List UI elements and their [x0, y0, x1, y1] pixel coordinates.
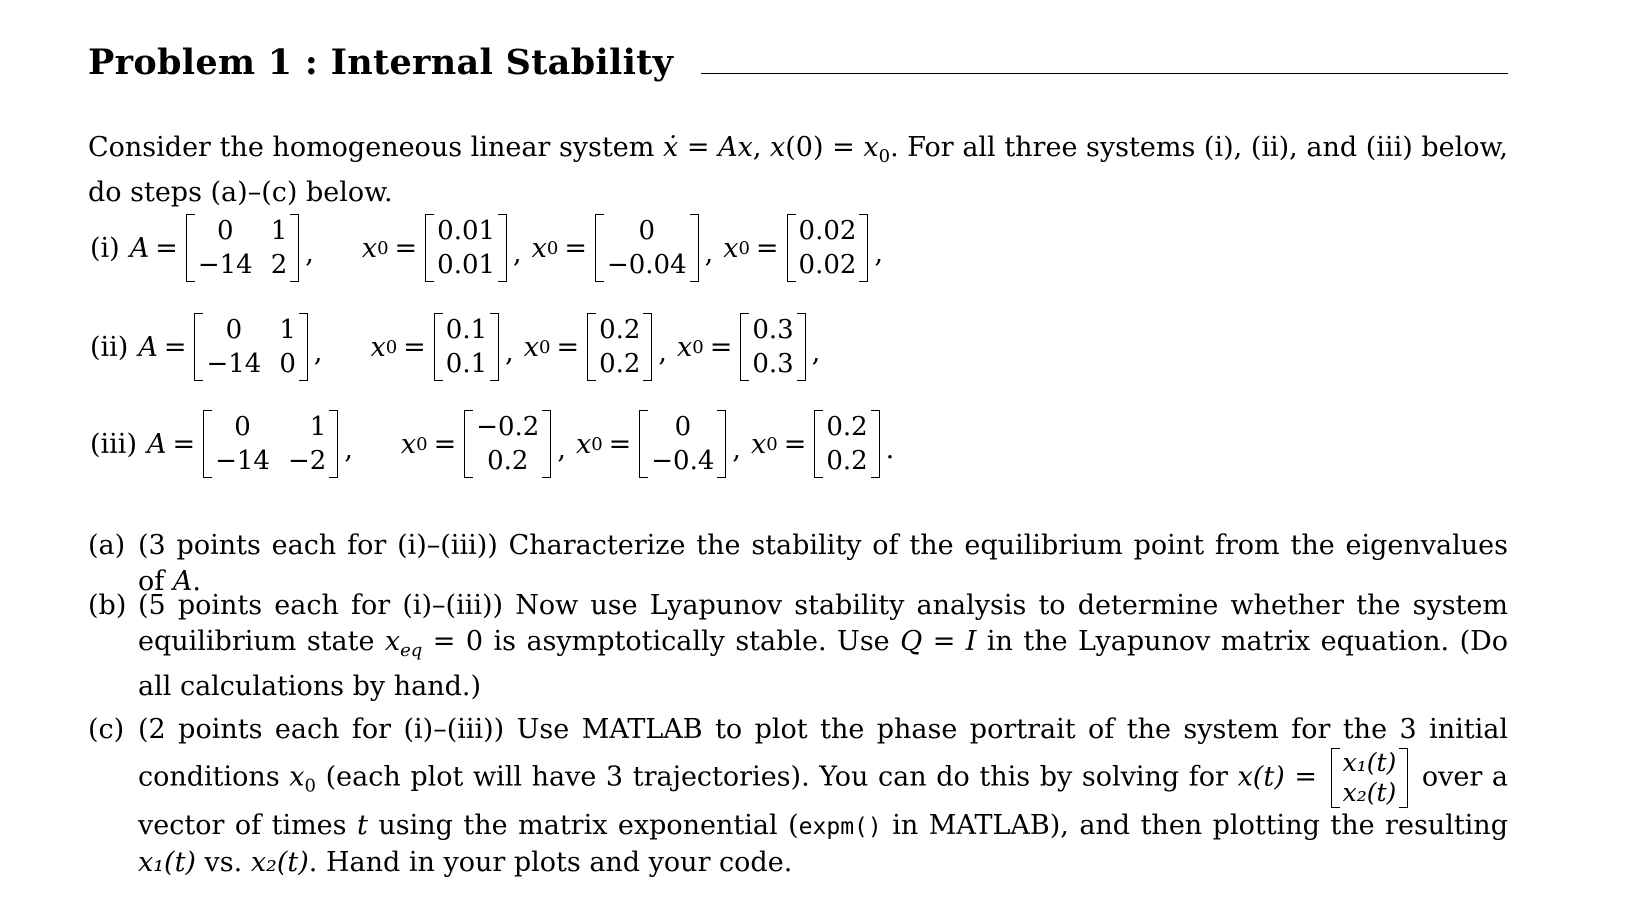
matrix-a: 0 1 −14 0: [194, 313, 307, 381]
x0-vector-2: 0 −0.4: [639, 410, 726, 478]
item-label: (b): [88, 590, 127, 621]
matlab-code-expm: expm(): [798, 814, 882, 840]
intro-ax: Ax: [718, 132, 753, 163]
intro-x0-sub: 0: [878, 146, 891, 167]
system-row-i: (i) A = 0 1 −14 2 , x 0 = 0.01 0.01 , x 0 = 0 −0.04 , x 0 = 0.02 0.02 ,: [90, 216, 884, 280]
system-row-iii: (iii) A = 0 1 −14 −2 , x 0 = −0.2 0.2 , x 0 = 0 −0.4 , x 0 = 0.2 0.2 .: [90, 412, 895, 476]
item-label: (a): [88, 530, 126, 561]
x0-symbol: x: [361, 232, 378, 264]
matrix-symbol-a: A: [129, 232, 150, 264]
system-label: (iii): [90, 428, 137, 460]
heading-rule: [701, 73, 1508, 74]
system-row-ii: (ii) A = 0 1 −14 0 , x 0 = 0.1 0.1 , x 0 = 0.2 0.2 , x 0 = 0.3 0.3 ,: [90, 315, 821, 379]
intro-x-call-arg: (0) =: [785, 132, 864, 163]
item-c: (c) (2 points each for (i)–(iii)) Use MATLAB to plot the phase portrait of the system for the 3 initial conditions $x_0$ (each plot will have 3 trajectories). You can do this by solving for x(t) = x₁(t) x₂(t) over a vector of times t using the matrix exponential (expm() in MATLAB), and then plotting the resulting x₁(t) vs. x₂(t). Hand in your plots and your code.: [88, 714, 1509, 878]
matrix-symbol-a: A: [138, 331, 158, 363]
x0-vector-3: 0.02 0.02: [787, 214, 869, 282]
intro-x-call: x: [770, 132, 786, 163]
system-label: (i): [90, 232, 120, 264]
intro-xdot: ẋ: [662, 132, 679, 163]
intro-paragraph: [88, 130, 1508, 211]
intro-x0: x: [863, 132, 879, 163]
item-a: (a) (3 points each for (i)–(iii)) Characterize the stability of the equilibrium point from the eigenvalues of A.: [88, 530, 1508, 597]
intro-eq: =: [678, 132, 719, 163]
intro-text-1: Consider the homogeneous linear system: [88, 132, 663, 163]
matrix-symbol-a: A: [146, 428, 167, 460]
problem-title: Problem 1 : Internal Stability: [88, 42, 674, 83]
system-label: (ii): [90, 331, 129, 363]
matrix-a: 0 1 −14 2: [186, 214, 299, 282]
intro-text-3: . For all three systems (i), (ii), and (iii) below, do steps (a)–(c) below.: [88, 132, 1508, 208]
x0-vector-3: 0.3 0.3: [740, 313, 805, 381]
equals-sign: =: [155, 232, 178, 264]
matrix-a: 0 1 −14 −2: [203, 410, 338, 478]
intro-text-2: ,: [752, 132, 771, 163]
x0-vector-1: 0.01 0.01: [425, 214, 507, 282]
item-label: (c): [88, 714, 125, 745]
x0-vector-2: 0.2 0.2: [587, 313, 652, 381]
x0-vector-2: 0 −0.04: [595, 214, 699, 282]
x-vector: x₁(t) x₂(t): [1331, 748, 1409, 808]
x0-vector-1: 0.1 0.1: [434, 313, 499, 381]
problem-heading: [88, 40, 1508, 83]
x0-vector-1: −0.2 0.2: [464, 410, 551, 478]
x0-vector-3: 0.2 0.2: [814, 410, 879, 478]
item-b: (b) (5 points each for (i)–(iii)) Now use Lyapunov stability analysis to determine whether the system equilibrium state $x_{eq} = 0$ is asymptotically stable. Use Q = I in the Lyapunov matrix equation. (Do all calculations by hand.): [88, 590, 1509, 702]
